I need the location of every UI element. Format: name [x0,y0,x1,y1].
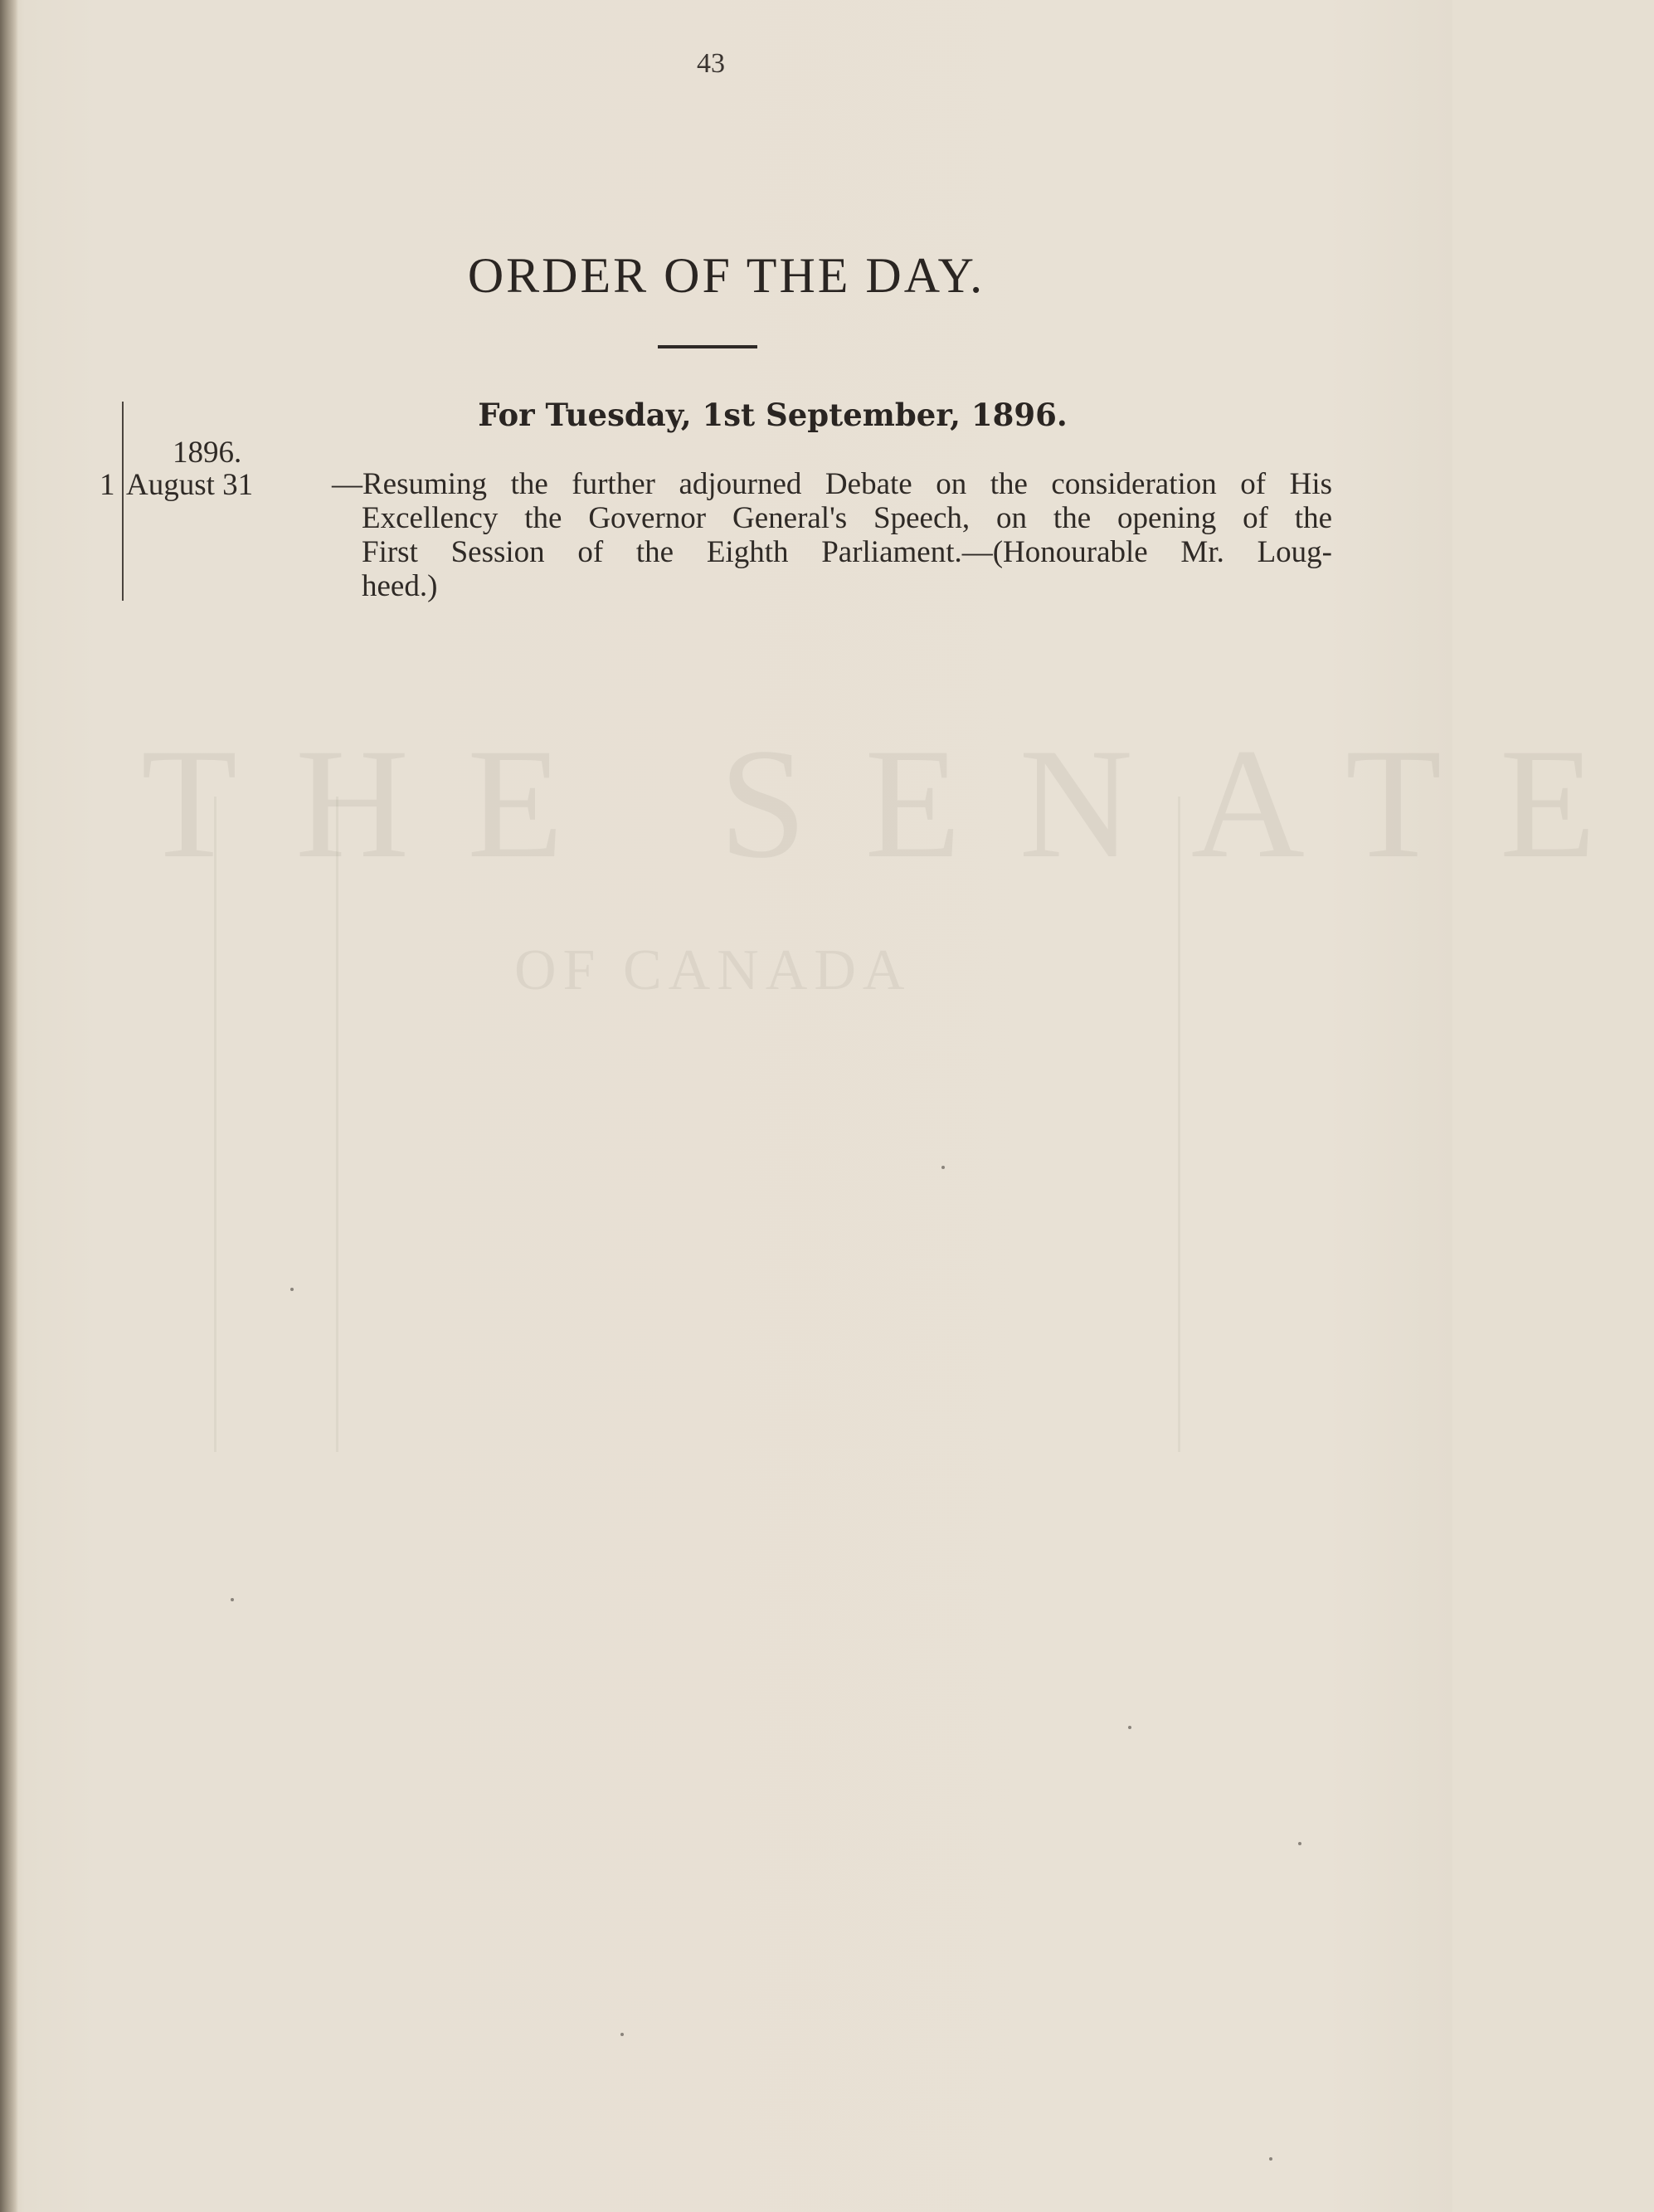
paper-speck [941,1166,945,1169]
paper-speck [1298,1842,1301,1845]
show-through-rule-left [214,797,216,1452]
paper-speck [620,2033,624,2036]
show-through-rule-right [1178,797,1180,1452]
page-title: ORDER OF THE DAY. [467,248,985,303]
page-number: 43 [697,48,725,79]
entry-number: 1 [100,468,115,502]
paper-speck [290,1288,294,1291]
show-through-rule-inner [336,797,338,1452]
entry-text-line: heed.) [362,569,438,603]
entry-text-line: —Resuming the further adjourned Debate on the consideration of His [332,467,1332,501]
order-date-heading: For Tuesday, 1st September, 1896. [478,397,1068,433]
paper-speck [231,1598,234,1601]
title-divider [658,345,757,348]
margin-rule [122,402,124,601]
paper-speck [1128,1726,1131,1729]
book-spine-shadow [0,0,18,2212]
entry-date: August 31 [126,468,254,502]
entry-text-line: Excellency the Governor General's Speech, on the opening of the [362,501,1332,535]
entry-text [332,467,1332,603]
entry-text-line: First Session of the Eighth Parliament.—(Honourable Mr. Loug- [362,535,1332,569]
paper-speck [1269,2157,1272,2161]
show-through-heading: THE SENATE [141,717,1654,891]
show-through-subheading: OF CANADA [514,938,912,1002]
entry-year: 1896. [173,436,242,470]
